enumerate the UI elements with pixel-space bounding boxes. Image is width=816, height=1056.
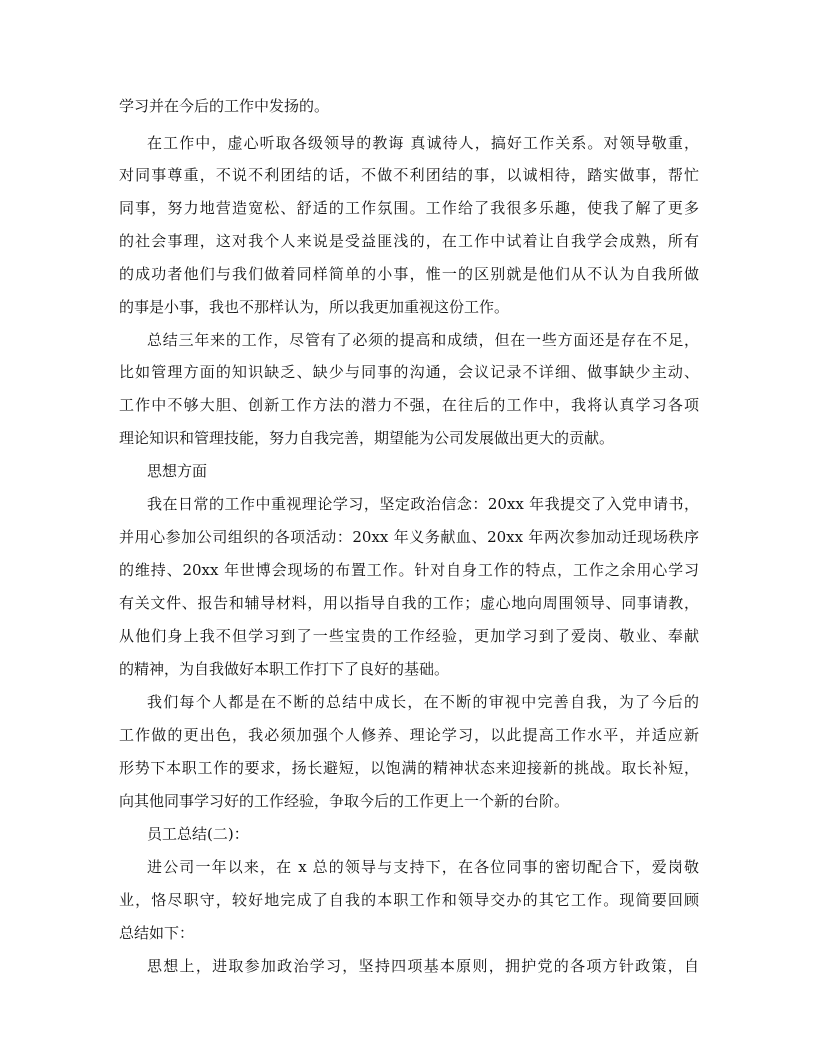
text-line: 工作做的更出色，我必须加强个人修养、理论学习，以此提高工作水平，并适应新 bbox=[119, 726, 699, 744]
section-heading: 思想方面 bbox=[147, 462, 208, 480]
text-line: 进公司一年以来，在 x 总的领导与支持下，在各位同事的密切配合下，爱岗敬 bbox=[147, 858, 699, 876]
text-line: 学习并在今后的工作中发扬的。 bbox=[119, 97, 330, 115]
text-line: 向其他同事学习好的工作经验，争取今后的工作更上一个新的台阶。 bbox=[119, 792, 570, 810]
text-line: 并用心参加公司组织的各项活动：20xx 年义务献血、20xx 年两次参加动迁现场秩序 bbox=[119, 528, 699, 546]
text-line: 比如管理方面的知识缺乏、缺少与同事的沟通，会议记录不详细、做事缺少主动、 bbox=[119, 363, 699, 381]
text-line: 的成功者他们与我们做着同样简单的小事，惟一的区别就是他们从不认为自我所做 bbox=[119, 265, 699, 283]
text-line: 思想上，进取参加政治学习，坚持四项基本原则，拥护党的各项方针政策，自 bbox=[147, 957, 699, 975]
text-line: 的社会事理，这对我个人来说是受益匪浅的，在工作中试着让自我学会成熟，所有 bbox=[119, 232, 699, 250]
text-line: 有关文件、报告和辅导材料，用以指导自我的工作；虚心地向周围领导、同事请教， bbox=[119, 594, 699, 612]
text-line: 业，恪尽职守，较好地完成了自我的本职工作和领导交办的其它工作。现简要回顾 bbox=[119, 891, 699, 909]
text-line: 的事是小事，我也不那样认为，所以我更加重视这份工作。 bbox=[119, 298, 510, 316]
text-line: 对同事尊重，不说不利团结的话，不做不利团结的事，以诚相待，踏实做事，帮忙 bbox=[119, 166, 699, 184]
text-line: 我们每个人都是在不断的总结中成长，在不断的审视中完善自我，为了今后的 bbox=[147, 693, 699, 711]
text-line: 同事，努力地营造宽松、舒适的工作氛围。工作给了我很多乐趣，使我了解了更多 bbox=[119, 199, 699, 217]
text-line: 的维持、20xx 年世博会现场的布置工作。针对自身工作的特点，工作之余用心学习 bbox=[119, 561, 699, 579]
text-line: 我在日常的工作中重视理论学习，坚定政治信念：20xx 年我提交了入党申请书， bbox=[147, 495, 699, 513]
text-line: 总结三年来的工作，尽管有了必须的提高和成绩，但在一些方面还是存在不足， bbox=[147, 331, 699, 349]
text-line: 形势下本职工作的要求，扬长避短，以饱满的精神状态来迎接新的挑战。取长补短， bbox=[119, 759, 699, 777]
text-line: 从他们身上我不但学习到了一些宝贵的工作经验，更加学习到了爱岗、敬业、奉献 bbox=[119, 627, 699, 645]
text-line: 总结如下： bbox=[119, 924, 195, 942]
text-line: 的精神，为自我做好本职工作打下了良好的基础。 bbox=[119, 660, 450, 678]
text-line: 理论知识和管理技能，努力自我完善，期望能为公司发展做出更大的贡献。 bbox=[119, 429, 615, 447]
text-line: 在工作中，虚心听取各级领导的教诲 真诚待人，搞好工作关系。对领导敬重， bbox=[147, 134, 699, 152]
section-heading: 员工总结(二)： bbox=[147, 825, 249, 843]
text-line: 工作中不够大胆、创新工作方法的潜力不强，在往后的工作中，我将认真学习各项 bbox=[119, 396, 699, 414]
